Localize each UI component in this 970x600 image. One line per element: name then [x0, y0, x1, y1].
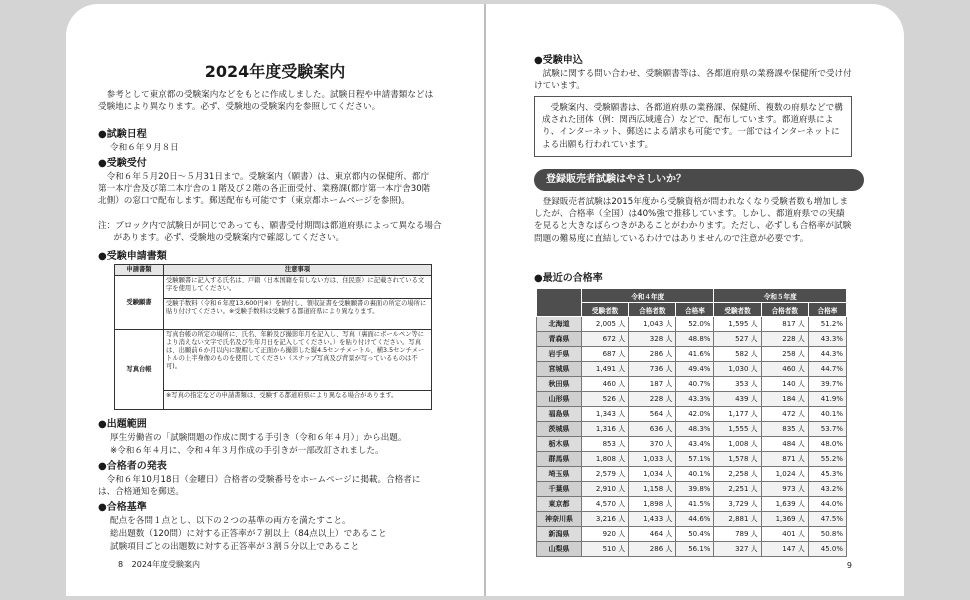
documents-heading: ●受験申請書類 — [98, 251, 167, 262]
prefecture-cell: 埼玉県 — [537, 467, 582, 482]
applicants-cell: 439 人 — [714, 392, 761, 407]
prefecture-cell: 群馬県 — [537, 452, 582, 467]
applicants-cell: 353 人 — [714, 377, 761, 392]
table-row — [537, 452, 847, 467]
passed-cell: 328 人 — [629, 332, 676, 347]
column-header: 申請書類 — [115, 265, 164, 276]
rate-cell: 39.8% — [676, 482, 714, 497]
passed-cell: 1,033 人 — [629, 452, 676, 467]
notes-cell: 受験願書に記入する氏名は、戸籍（日本国籍を有しない方は、住民票）に記載されている文字を使用してください。 — [164, 276, 432, 299]
application-text: 令和６年５月20日～５月31日まで。受験案内（願書）は、東京都内の保健所、都庁第一本庁舎及び第二本庁舎の１階及び２階の各正面受付、業務課(都庁第一本庁舎30階北側）の窓口で配布します。郵送配布も可能です（東京都ホームページを参照)。 — [98, 172, 431, 207]
rate-cell: 50.4% — [676, 527, 714, 542]
pass-rate-table-body — [537, 317, 847, 557]
applicants-cell: 2,579 人 — [582, 467, 629, 482]
passed-cell: 228 人 — [761, 332, 808, 347]
column-header: 注意事項 — [164, 265, 432, 276]
passed-cell: 184 人 — [761, 392, 808, 407]
prefecture-cell: 山形県 — [537, 392, 582, 407]
category-cell: 受験願書 — [115, 276, 164, 330]
passed-cell: 973 人 — [761, 482, 808, 497]
column-header: 合格率 — [808, 303, 846, 317]
applicants-cell: 1,316 人 — [582, 422, 629, 437]
passed-cell: 564 人 — [629, 407, 676, 422]
passed-cell: 1,898 人 — [629, 497, 676, 512]
rate-cell: 53.7% — [808, 422, 846, 437]
prefecture-cell: 宮城県 — [537, 362, 582, 377]
rate-cell: 51.2% — [808, 317, 846, 332]
section-banner: 登録販売者試験はやさしいか？ — [534, 169, 864, 191]
applicants-cell: 1,595 人 — [714, 317, 761, 332]
exam-date-text: 令和６年９月８日 — [110, 143, 179, 153]
rate-cell: 47.5% — [808, 512, 846, 527]
rate-cell: 57.1% — [676, 452, 714, 467]
application-heading: ●受験受付 — [98, 158, 147, 169]
table-row — [537, 497, 847, 512]
category-cell: 写真台帳 — [115, 330, 164, 410]
rate-cell: 45.3% — [808, 467, 846, 482]
pass-rate-table — [536, 288, 847, 557]
table-row — [537, 422, 847, 437]
results-heading: ●合格者の発表 — [98, 461, 167, 472]
scope-heading: ●出題範囲 — [98, 419, 147, 430]
notes-cell: ※写真の指定などの申請書類は、受験する都道府県により異なる場合があります。 — [164, 391, 432, 410]
rate-cell: 43.3% — [676, 392, 714, 407]
prefecture-cell: 北海道 — [537, 317, 582, 332]
page-number: 8 — [118, 560, 124, 569]
prefecture-cell: 新潟県 — [537, 527, 582, 542]
table-row — [537, 362, 847, 377]
rate-cell: 41.6% — [676, 347, 714, 362]
applicants-cell: 1,555 人 — [714, 422, 761, 437]
group-header: 令和５年度 — [714, 289, 847, 303]
applicants-cell: 2,005 人 — [582, 317, 629, 332]
page-number: 9 — [846, 561, 852, 570]
passed-cell: 472 人 — [761, 407, 808, 422]
right-page — [486, 4, 904, 596]
passed-cell: 1,369 人 — [761, 512, 808, 527]
applicants-cell: 920 人 — [582, 527, 629, 542]
passed-cell: 1,433 人 — [629, 512, 676, 527]
prefecture-cell: 茨城県 — [537, 422, 582, 437]
applicants-cell: 527 人 — [714, 332, 761, 347]
left-page — [66, 4, 484, 596]
passed-cell: 286 人 — [629, 347, 676, 362]
table-row — [537, 407, 847, 422]
apply-info-box: 受験案内、受験願書は、各都道府県の業務課、保健所、複数の府県などで構成された団体（例：関西広域連合）などで、配布しています。都道府県により、インターネット、郵送による請求も可能です。一部ではインターネットによる出願も行われています。 — [534, 96, 852, 157]
rate-cell: 40.1% — [808, 407, 846, 422]
table-row — [537, 482, 847, 497]
rate-cell: 40.1% — [676, 467, 714, 482]
passed-cell: 140 人 — [761, 377, 808, 392]
rate-cell: 56.1% — [676, 542, 714, 557]
column-header: 受験者数 — [714, 303, 761, 317]
applicants-cell: 4,570 人 — [582, 497, 629, 512]
table-row — [537, 332, 847, 347]
table-row — [537, 542, 847, 557]
rate-cell: 41.9% — [808, 392, 846, 407]
table-row — [537, 377, 847, 392]
passed-cell: 1,043 人 — [629, 317, 676, 332]
criteria-line: 総出題数（120問）に対する正答率が７割以上（84点以上）であること — [110, 529, 387, 539]
column-header: 受験者数 — [582, 303, 629, 317]
exam-date-heading: ●試験日程 — [98, 129, 147, 140]
applicants-cell: 2,251 人 — [714, 482, 761, 497]
table-row — [115, 330, 432, 391]
applicants-cell: 1,030 人 — [714, 362, 761, 377]
rate-cell: 49.4% — [676, 362, 714, 377]
banner-text: 登録販売者試験は2015年度から受験資格が問われなくなり受験者数も増加しましたが、合格率（全国）は40%強で推移しています。しかし、都道府県での実績を見ると大きなばらつきがあることがわかります。ただし、必ずしも合格率が試験問題の難易度に直結しているわけではありませんので注意が必要です。 — [534, 197, 852, 244]
table-row — [537, 317, 847, 332]
prefecture-cell: 山梨県 — [537, 542, 582, 557]
applicants-cell: 460 人 — [582, 377, 629, 392]
passed-cell: 817 人 — [761, 317, 808, 332]
prefecture-cell: 東京都 — [537, 497, 582, 512]
rate-cell: 44.0% — [808, 497, 846, 512]
rate-cell: 44.7% — [808, 362, 846, 377]
applicants-cell: 3,216 人 — [582, 512, 629, 527]
applicants-cell: 2,910 人 — [582, 482, 629, 497]
passed-cell: 1,034 人 — [629, 467, 676, 482]
passed-cell: 460 人 — [761, 362, 808, 377]
results-text: 令和６年10月18日（金曜日）合格者の受験番号をホームページに掲載。合格者には、合格通知を郵送。 — [98, 475, 421, 498]
applicants-cell: 1,578 人 — [714, 452, 761, 467]
notes-cell: 受験手数料（令和６年度13,600円※）を納付し、領収証書を受験願書の裏面の所定の場所に貼り付けてください。※受験手数料は受験する都道府県により異なります。 — [164, 299, 432, 330]
criteria-line: 試験項目ごとの出題数に対する正答率が３割５分以上であること — [110, 542, 360, 552]
passed-cell: 401 人 — [761, 527, 808, 542]
column-header: 合格者数 — [761, 303, 808, 317]
table-row — [537, 527, 847, 542]
applicants-cell: 526 人 — [582, 392, 629, 407]
passed-cell: 286 人 — [629, 542, 676, 557]
apply-heading: ●受験申込 — [534, 55, 583, 66]
applicants-cell: 2,258 人 — [714, 467, 761, 482]
passed-cell: 736 人 — [629, 362, 676, 377]
passed-cell: 258 人 — [761, 347, 808, 362]
applicants-cell: 687 人 — [582, 347, 629, 362]
table-row — [537, 392, 847, 407]
table-header-row — [115, 265, 432, 276]
rate-cell: 48.0% — [808, 437, 846, 452]
notes-cell: 写真台帳の所定の場所に、氏名、年齢及び撮影年月を記入し、写真（裏面にボールペン等により消えない文字で氏名及び生年月日を記入してください。）を貼り付けてください。写真は、出願前６か月以内に脱帽して正面から撮影した縦4.5センチメートル、横3.5センチメートルの上半身像のものを使用してください（スナップ写真及び背景が写っているものは不可)。 — [164, 330, 432, 391]
applicants-cell: 510 人 — [582, 542, 629, 557]
table-row — [537, 437, 847, 452]
rate-cell: 52.0% — [676, 317, 714, 332]
column-header: 合格率 — [676, 303, 714, 317]
applicants-cell: 672 人 — [582, 332, 629, 347]
applicants-cell: 2,881 人 — [714, 512, 761, 527]
applicants-cell: 1,008 人 — [714, 437, 761, 452]
applicants-cell: 789 人 — [714, 527, 761, 542]
rate-cell: 42.0% — [676, 407, 714, 422]
applicants-cell: 1,491 人 — [582, 362, 629, 377]
scope-text: 厚生労働省の「試験問題の作成に関する手引き（令和６年４月）」から出題。 — [110, 433, 407, 443]
applicants-cell: 1,343 人 — [582, 407, 629, 422]
applicants-cell: 1,177 人 — [714, 407, 761, 422]
rate-cell: 41.5% — [676, 497, 714, 512]
criteria-heading: ●合格基準 — [98, 502, 147, 513]
rate-cell: 50.8% — [808, 527, 846, 542]
prefecture-cell: 神奈川県 — [537, 512, 582, 527]
page-title: 2024年度受験案内 — [204, 62, 346, 81]
running-title: 2024年度受験案内 — [131, 560, 200, 569]
table-group-row — [537, 289, 847, 303]
rate-cell: 43.2% — [808, 482, 846, 497]
pass-rate-heading: ●最近の合格率 — [534, 273, 603, 284]
documents-table — [114, 264, 432, 410]
table-row — [115, 276, 432, 299]
passed-cell: 636 人 — [629, 422, 676, 437]
passed-cell: 464 人 — [629, 527, 676, 542]
passed-cell: 1,158 人 — [629, 482, 676, 497]
passed-cell: 187 人 — [629, 377, 676, 392]
applicants-cell: 853 人 — [582, 437, 629, 452]
passed-cell: 228 人 — [629, 392, 676, 407]
application-note: 注：ブロック内で試験日が同じであっても、願書受付期間は都道府県によって異なる場合があります。必ず、受験地の受験案内で確認してください。 — [98, 221, 442, 244]
applicants-cell: 327 人 — [714, 542, 761, 557]
scope-note: ※令和６年４月に、令和４年３月作成の手引きが一部改訂されました。 — [110, 446, 384, 456]
rate-cell: 48.3% — [676, 422, 714, 437]
rate-cell: 48.8% — [676, 332, 714, 347]
table-row — [537, 347, 847, 362]
table-row — [537, 467, 847, 482]
prefecture-cell: 栃木県 — [537, 437, 582, 452]
prefecture-cell: 岩手県 — [537, 347, 582, 362]
group-header: 令和４年度 — [582, 289, 714, 303]
applicants-cell: 3,729 人 — [714, 497, 761, 512]
column-header: 合格者数 — [629, 303, 676, 317]
prefecture-cell: 秋田県 — [537, 377, 582, 392]
apply-text: 試験に関する問い合わせ、受験願書等は、各都道府県の業務課や保健所で受け付けています。 — [534, 69, 852, 92]
passed-cell: 1,639 人 — [761, 497, 808, 512]
table-row — [537, 512, 847, 527]
applicants-cell: 582 人 — [714, 347, 761, 362]
pref-column-header — [537, 289, 582, 317]
rate-cell: 40.7% — [676, 377, 714, 392]
rate-cell: 39.7% — [808, 377, 846, 392]
table-header-row — [537, 303, 847, 317]
passed-cell: 835 人 — [761, 422, 808, 437]
intro-text: 参考として東京都の受験案内などをもとに作成しました。試験日程や申請書類などは受験地により異なります。必ず、受験地の受験案内を参照してください。 — [98, 90, 434, 113]
rate-cell: 55.2% — [808, 452, 846, 467]
passed-cell: 1,024 人 — [761, 467, 808, 482]
applicants-cell: 1,808 人 — [582, 452, 629, 467]
prefecture-cell: 青森県 — [537, 332, 582, 347]
page-footer — [118, 559, 200, 570]
passed-cell: 147 人 — [761, 542, 808, 557]
criteria-line: 配点を各問１点とし、以下の２つの基準の両方を満たすこと。 — [110, 516, 351, 526]
rate-cell: 44.6% — [676, 512, 714, 527]
passed-cell: 484 人 — [761, 437, 808, 452]
rate-cell: 43.4% — [676, 437, 714, 452]
prefecture-cell: 千葉県 — [537, 482, 582, 497]
rate-cell: 45.0% — [808, 542, 846, 557]
passed-cell: 871 人 — [761, 452, 808, 467]
prefecture-cell: 福島県 — [537, 407, 582, 422]
rate-cell: 44.3% — [808, 347, 846, 362]
rate-cell: 43.3% — [808, 332, 846, 347]
passed-cell: 370 人 — [629, 437, 676, 452]
